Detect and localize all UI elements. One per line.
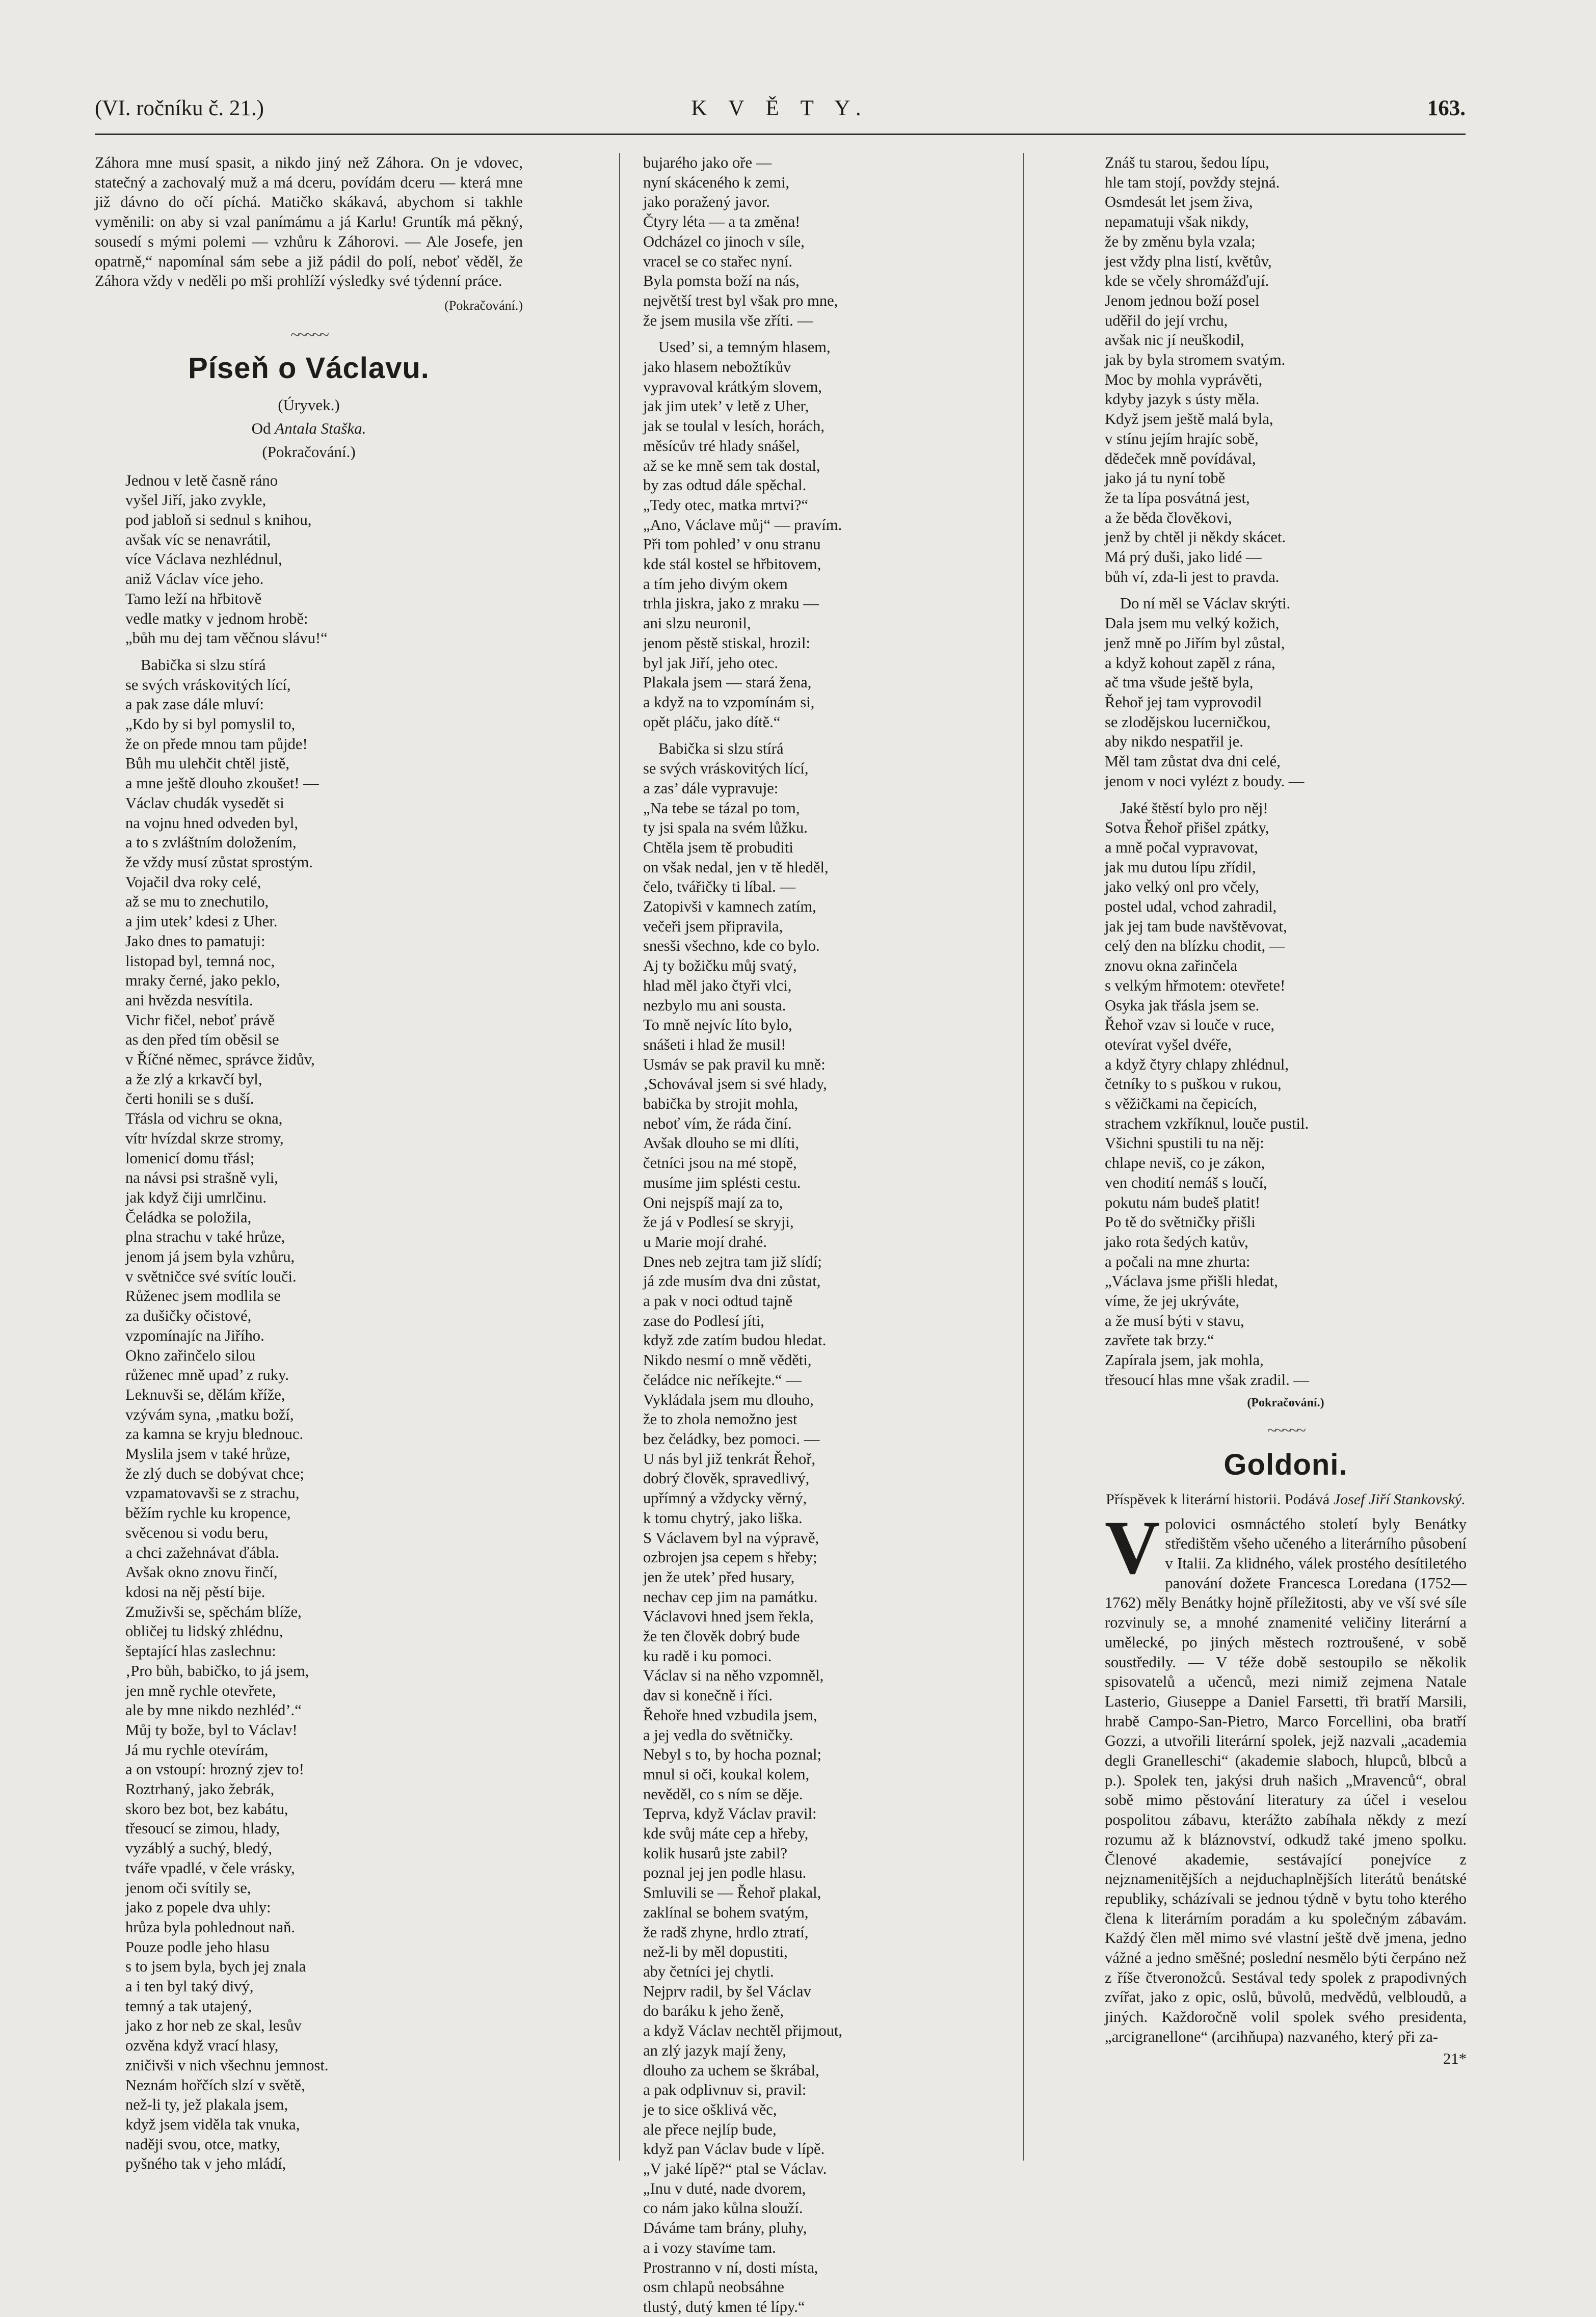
verse-line: nyní skáceného k zemi, (643, 173, 790, 191)
verse-line: ač tma všude ještě byla, (1105, 674, 1254, 691)
verse-line: „bůh mu dej tam věčnou slávu!“ (125, 629, 328, 647)
ornament: ~~~~~ (290, 325, 327, 344)
verse-line: Tamo leží na hřbitově (125, 590, 262, 607)
verse-line: bůh ví, zda-li jest to pravda. (1105, 568, 1280, 585)
stanza (643, 739, 908, 2316)
verse-line: že zlý duch se dobývat chce; (125, 1464, 304, 1482)
verse-line: vzpamatovavši se z strachu, (125, 1484, 300, 1502)
column-3 (1105, 153, 1467, 2150)
author-prefix: Od (251, 419, 271, 437)
verse-line: a pak v noci odtud tajně (643, 1292, 793, 1310)
verse-line: Po tě do světničky přišli (1105, 1213, 1256, 1231)
verse-line: „Inu v duté, nade dvorem, (643, 2179, 806, 2197)
verse-line: nepamatuji však nikdy, (1105, 213, 1249, 231)
poem-verse (1105, 153, 1467, 1390)
verse-line: běžím rychle ku kropence, (125, 1504, 291, 1522)
column-2 (643, 153, 908, 2315)
verse-line: že jsem musila vše zříti. — (643, 311, 813, 329)
verse-line: zničivši v nich všechnu jemnost. (125, 2056, 329, 2074)
verse-line: jest vždy plna listí, květův, (1105, 252, 1272, 270)
author-name: Antala Staška. (275, 419, 366, 437)
verse-line: ani slzu neuronil, (643, 615, 751, 632)
verse-line: až se mu to znechutilo, (125, 893, 269, 911)
paragraph: Záhora mne musí spasit, a nikdo jiný než Záhora. On je vdovec, statečný a zachovalý muž a má dceru, povídám dceru — která mne již dávno do očí píchá. Matičko skákavá, abychom si takhle vyměnili: on aby si vzal panímámu a já Karlu! Gruntík má pěkný, sousedí s mými polemi — vzhůru k Záhorovi. — Ale Josefe, jen opatrně,“ napomínal sám sebe a již pádil do polí, neboť věděl, že Záhora vždy v neděli po mši prohlíží výsledky své týdenní práce. (95, 154, 523, 290)
verse-line: Můj ty bože, byl to Václav! (125, 1721, 298, 1739)
verse-line: Odcházel co jinoch v síle, (643, 232, 805, 250)
verse-line: s to jsem byla, bych jej znala (125, 1958, 306, 1976)
verse-line: Jenom jednou boží posel (1105, 291, 1260, 309)
verse-line: Václav si na něho vzpomněl, (643, 1667, 824, 1685)
verse-line: skoro bez bot, bez kabátu, (125, 1800, 288, 1818)
verse-line: když zde zatím budou hledat. (643, 1331, 827, 1349)
poem-verse (643, 153, 908, 2317)
verse-line: a on vstoupí: hrozný zjev to! (125, 1761, 304, 1778)
verse-line: večeři jsem připravila, (643, 917, 783, 935)
column-rule-1 (619, 153, 620, 2161)
verse-line: Okno zařinčelo silou (125, 1346, 255, 1364)
verse-line: jenom pěstě stiskal, hrozil: (643, 634, 810, 652)
verse-line: Vykládala jsem mu dlouho, (643, 1391, 814, 1408)
drop-cap: V (1105, 1505, 1160, 1590)
verse-line: vracel se co stařec nyní. (643, 252, 793, 270)
article-text: polovici osmnáctého století byly Benátky středištěm všeho učeného a literárního působení v Italii. Za klidného, válek prostého desítiletého panování dožete Francesca Loredana (1752—1762) měly Benátky hojně příležitosti, aby ve vší své síle rozvinuly se, a mnohé znamenité veličiny literární a umělecké, po jiných městech roztroušené, v sobě soustředily. — V téže době sestoupilo se několik spisovatelů a učenců, mezi nimiž zejmena Natale Lasterio, Giuseppe a Daniel Farsetti, tři bratří Marsili, hrabě Campo-San-Pietro, Marco Forcellini, oba bratří Gozzi, a utvořili literární spolek, jejž nazvali „academia degli Granelleschi“ (akademie slaboch, hlupců, blbců a p.). Spolek ten, jakýsi druh našich „Mravenců“, obral sobě mimo pěstování literatury za účel i veselou pospolitou zábavu, kterážto zabíhala někdy z mezí rozumu až k bláznovství, odkudž také jmeno spolku. Členové akademie, sestávající ponejvíce z nejznamenitějších a nejduchaplnějších literátů benátské republiky, scházívali se jednou týdně v bytu toho kterého člena k literárním poradám a ku společným zábavám. Každý člen měl mimo své vlastní ještě dvě jmena, jedno vážné a jedno směšné; poslední nesmělo býti čerpáno než z říše čtveronožců. Sestával tedy spolek z prapodivných zvířat, jako z opic, oslů, bůvolů, medvědů, velbloudů, a jiných. Každoročně volil spolek svého presidenta, „arcigranellone“ (arcihňupa) nazvaného, který při za- (1105, 1515, 1467, 2045)
verse-line: a když čtyry chlapy zhlédnul, (1105, 1055, 1289, 1073)
verse-line: hrůza byla pohlednout naň. (125, 1918, 296, 1936)
verse-line: neboť vím, že ráda činí. (643, 1114, 792, 1132)
verse-line: znovu okna zařinčela (1105, 957, 1237, 975)
verse-line: a i ten byl taký divý, (125, 1978, 254, 1995)
verse-line: jenž mně po Jiřím byl zůstal, (1105, 634, 1285, 652)
verse-line: že by změnu byla vzala; (1105, 232, 1256, 250)
ornament: ~~~~~ (1267, 1421, 1304, 1440)
verse-line: četníky to s puškou v rukou, (1105, 1075, 1282, 1093)
verse-line: plna strachu v také hrůze, (125, 1228, 285, 1246)
verse-line: že ten člověk dobrý bude (643, 1628, 800, 1645)
verse-line: Když jsem ještě malá byla, (1105, 410, 1273, 428)
verse-line: a že běda člověkovi, (1105, 509, 1232, 526)
stanza (1105, 798, 1467, 1390)
verse-line: Avšak dlouho se mi dlíti, (643, 1134, 800, 1152)
verse-line: je to sice ošklivá věc, (643, 2100, 777, 2118)
verse-line: Pouze podle jeho hlasu (125, 1938, 270, 1956)
stanza (643, 153, 908, 330)
verse-line: ani hvězda nesvítila. (125, 991, 253, 1009)
verse-line: ‚Schovával jsem si své hlady, (643, 1075, 827, 1093)
verse-line: až se ke mně sem tak dostal, (643, 457, 820, 474)
verse-line: bujarého jako oře — (643, 154, 772, 171)
verse-line: Used’ si, a temným hlasem, (658, 338, 831, 356)
verse-line: jak mu dutou lípu zřídil, (1105, 858, 1256, 876)
verse-line: U nás byl již tenkrát Řehoř, (643, 1450, 816, 1468)
verse-line: postel udal, vchod zahradil, (1105, 898, 1277, 916)
verse-line: měsícův tré hlady snášel, (643, 437, 800, 455)
verse-line: k tomu chytrý, jako liška. (643, 1509, 803, 1527)
verse-line: a pak odplivnuv si, pravil: (643, 2081, 807, 2099)
verse-line: Nejprv radil, by šel Václav (643, 1982, 811, 2000)
verse-line: hlad měl jako čtyři vlci, (643, 976, 792, 994)
verse-line: jenom v noci vylézt z boudy. — (1105, 772, 1305, 790)
verse-line: a že musí býti v stavu, (1105, 1312, 1244, 1329)
verse-line: snesši všechno, kde co bylo. (643, 937, 820, 955)
verse-line: babička by strojit mohla, (643, 1095, 799, 1113)
page-number: 163. (1427, 96, 1466, 120)
verse-line: bez čeládky, bez pomoci. — (643, 1430, 820, 1448)
verse-line: víme, že jej ukrýváte, (1105, 1292, 1240, 1310)
continuation-note: (Pokračování.) (262, 442, 356, 461)
verse-line: a pak zase dále mluví: (125, 696, 264, 713)
verse-line: Čeládka se položila, (125, 1208, 252, 1226)
verse-line: otevírat vyšel dvéře, (1105, 1035, 1232, 1053)
verse-line: Osyka jak třásla jsem se. (1105, 996, 1260, 1014)
verse-line: Řehoře hned vzbudila jsem, (643, 1706, 817, 1724)
verse-line: růženec mně upad’ z ruky. (125, 1366, 289, 1384)
column-rule-2 (1023, 153, 1024, 2161)
issue-label: (VI. ročníku č. 21.) (95, 96, 264, 120)
verse-line: „Tedy otec, matka mrtvi?“ (643, 496, 809, 514)
verse-line: když pan Václav bude v lípě. (643, 2140, 825, 2158)
verse-line: ozbrojen jsa cepem s hřeby; (643, 1549, 817, 1566)
article-body (1105, 1505, 1467, 2047)
verse-line: čelo, tvářičky ti líbal. — (643, 878, 796, 896)
verse-line: a když na to vzpomínám si, (643, 693, 815, 711)
verse-line: kde stál kostel se hřbitovem, (643, 555, 821, 573)
verse-line: Jako dnes to pamatuji: (125, 932, 265, 950)
verse-line: Aj ty božičku můj svatý, (643, 957, 797, 975)
verse-line: vítr hvízdal skrze stromy, (125, 1129, 284, 1147)
article-title: Goldoni. (1223, 1448, 1348, 1481)
verse-line: jenž by chtěl ji někdy skácet. (1105, 528, 1286, 546)
verse-line: temný a tak utajený, (125, 1997, 252, 2015)
verse-line: obličej tu lidský zhlédnu, (125, 1622, 283, 1640)
verse-line: Dala jsem mu velký kožich, (1105, 615, 1280, 632)
verse-line: celý den na blízku chodit, — (1105, 937, 1285, 955)
verse-line: poznal jej jen podle hlasu. (643, 1864, 807, 1882)
verse-line: že to zhola nemožno jest (643, 1410, 797, 1428)
verse-line: Oni nejspíš mají za to, (643, 1193, 783, 1211)
verse-line: kdyby jazyk s ústy měla. (1105, 390, 1260, 408)
verse-line: se svých vráskovitých lící, (643, 760, 809, 778)
verse-line: Při tom pohled’ v onu stranu (643, 536, 821, 553)
verse-line: Zapírala jsem, jak mohla, (1105, 1351, 1264, 1369)
verse-line: Dnes neb zejtra tam již slídí; (643, 1253, 822, 1270)
verse-line: kde svůj máte cep a hřeby, (643, 1825, 809, 1843)
verse-line: ale by mne nikdo nezhléd’.“ (125, 1701, 302, 1719)
verse-line: Sotva Řehoř přišel zpátky, (1105, 819, 1269, 837)
verse-line: jako z hor neb ze skal, lesův (125, 2017, 302, 2035)
verse-line: se svých vráskovitých lící, (125, 676, 291, 694)
verse-line: Prostranno v ní, dosti místa, (643, 2258, 818, 2276)
verse-line: „Ano, Václave můj“ — pravím. (643, 516, 842, 534)
verse-line: snášeti i hlad že musil! (643, 1035, 786, 1053)
verse-line: s věžičkami na čepicích, (1105, 1095, 1257, 1113)
verse-line: Měl tam zůstat dva dni celé, (1105, 753, 1281, 770)
verse-line: jenom já jsem byla vzhůru, (125, 1248, 295, 1266)
continuation-note: (Pokračování.) (444, 298, 523, 313)
verse-line: a jim utek’ kdesi z Uher. (125, 913, 278, 930)
verse-line: dědeček mně povídával, (1105, 449, 1256, 467)
verse-line: avšak víc se nenavrátil, (125, 530, 271, 548)
verse-line: Babička si slzu stírá (141, 656, 266, 674)
verse-line: Třásla od vichru se okna, (125, 1110, 283, 1128)
verse-line: Osmdesát let jsem živa, (1105, 193, 1253, 211)
verse-line: kolik husarů jste zabil? (643, 1844, 787, 1862)
stanza (1105, 594, 1467, 791)
verse-line: na vojnu hned odveden byl, (125, 814, 299, 832)
verse-line: že ta lípa posvátná jest, (1105, 489, 1250, 507)
verse-line: a zas’ dále vypravuje: (643, 779, 779, 797)
verse-line: že radš zhyne, hrdlo ztratí, (643, 1923, 809, 1941)
verse-line: co nám jako kůlna slouží. (643, 2199, 803, 2217)
verse-line: Roztrhaný, jako žebrák, (125, 1780, 275, 1798)
verse-line: než-li ty, jež plakala jsem, (125, 2096, 288, 2114)
verse-line: Moc by mohla vyprávěti, (1105, 370, 1263, 388)
verse-line: „V jaké lípě?“ ptal se Václav. (643, 2160, 827, 2178)
verse-line: Bůh mu ulehčit chtěl jistě, (125, 755, 290, 773)
poem-subtitle: (Úryvek.) (278, 395, 340, 414)
verse-line: já zde musím dva dni zůstat, (643, 1272, 821, 1290)
verse-line: jenom oči svítily se, (125, 1879, 251, 1897)
verse-line: že já v Podlesí se skryji, (643, 1213, 794, 1231)
verse-line: S Václavem byl na výpravě, (643, 1529, 819, 1547)
article-subtitle (1105, 1490, 1467, 1509)
verse-line: na návsi psi strašně vyli, (125, 1169, 278, 1187)
verse-line: Všichni spustili tu na něj: (1105, 1134, 1264, 1152)
verse-line: upřímný a vždycky věrný, (643, 1489, 807, 1507)
verse-line: než-li by měl dopustiti, (643, 1943, 788, 1961)
verse-line: vypravoval krátkým slovem, (643, 378, 822, 395)
verse-line: tlustý, dutý kmen té lípy.“ (643, 2298, 805, 2315)
verse-line: tváře vpadlé, v čele vrásky, (125, 1859, 295, 1877)
verse-line: četníci jsou na mé stopě, (643, 1154, 797, 1172)
stanza (125, 655, 523, 2174)
column-1 (95, 153, 523, 2173)
verse-line: že vždy musí zůstat sprostým. (125, 853, 313, 871)
verse-line: jako já tu nyní tobě (1105, 469, 1226, 487)
verse-line: opět pláču, jako dítě.“ (643, 713, 781, 731)
verse-line: pod jabloň si sednul s knihou, (125, 511, 312, 529)
verse-line: a i vozy stavíme tam. (643, 2239, 776, 2256)
verse-line: osm chlapů neobsáhne (643, 2278, 784, 2296)
verse-line: by zas odtud dále spěchal. (643, 476, 807, 494)
verse-line: Má prý duši, jako lidé — (1105, 548, 1262, 566)
verse-line: Jaké štěstí bylo pro něj! (1120, 799, 1268, 817)
verse-line: Jednou v letě časně ráno (125, 471, 278, 489)
verse-line: třesoucí hlas mne však zradil. — (1105, 1371, 1310, 1389)
stanza (125, 471, 523, 648)
verse-line: pokutu nám budeš platit! (1105, 1193, 1261, 1211)
verse-line: byl jak Jiří, jeho otec. (643, 654, 779, 672)
verse-line: dav si konečně i říci. (643, 1687, 773, 1705)
verse-line: Usmáv se pak pravil ku mně: (643, 1055, 826, 1073)
verse-line: jak když čiji umrlčinu. (125, 1188, 267, 1206)
article-author: Josef Jiří Stankovský. (1333, 1490, 1466, 1508)
verse-line: ale přece nejlíp bude, (643, 2120, 777, 2138)
verse-line: jak by byla stromem svatým. (1105, 351, 1286, 369)
verse-line: Řehoř vzav si louče v ruce, (1105, 1016, 1275, 1034)
verse-line: Avšak okno znovu řinčí, (125, 1563, 278, 1581)
verse-line: ozvěna když vrací hlasy, (125, 2037, 279, 2055)
verse-line: a chci zažehnávat ďábla. (125, 1543, 279, 1561)
verse-line: Vichr fičel, neboť právě (125, 1011, 275, 1029)
verse-line: aby četníci jej chytli. (643, 1962, 774, 1980)
verse-line: jako hlasem nebožtíkův (643, 358, 791, 376)
subtitle-text: Příspěvek k literární historii. Podává (1106, 1490, 1330, 1508)
verse-line: nevěděl, co s ním se děje. (643, 1785, 803, 1803)
verse-line: svěcenou si vodu beru, (125, 1524, 269, 1541)
verse-line: Dáváme tam brány, pluhy, (643, 2219, 807, 2237)
verse-line: s velkým hřmotem: otevřete! (1105, 976, 1286, 994)
verse-line: Čtyry léta — a ta změna! (643, 213, 801, 231)
verse-line: když jsem viděla tak vnuka, (125, 2115, 300, 2133)
verse-line: největší trest byl však pro mne, (643, 291, 838, 309)
verse-line: a když Václav nechtěl přijmout, (643, 2022, 843, 2040)
verse-line: jak jim utek’ v letě z Uher, (643, 397, 809, 415)
verse-line: Nebyl s to, by hocha poznal; (643, 1746, 822, 1764)
verse-line: hle tam stojí, povždy stejná. (1105, 173, 1280, 191)
verse-line: jako velký onl pro včely, (1105, 878, 1260, 896)
verse-line: avšak nic jí neuškodil, (1105, 331, 1244, 349)
verse-line: do baráku k jeho ženě, (643, 2002, 784, 2020)
verse-line: lomenicí domu třásl; (125, 1149, 255, 1167)
verse-line: jako rota šedých katův, (1105, 1233, 1248, 1250)
verse-line: třesoucí se zimou, hlady, (125, 1820, 280, 1837)
verse-line: ven chodití nemáš s loučí, (1105, 1174, 1267, 1191)
journal-title: K V Ě T Y. (691, 96, 869, 120)
verse-line: šeptající hlas zaslechnu: (125, 1642, 276, 1660)
verse-line: Leknuvši se, dělám kříže, (125, 1386, 285, 1403)
poem-author (95, 417, 523, 440)
verse-line: Znáš tu starou, šedou lípu, (1105, 154, 1269, 171)
verse-line: Já mu rychle otevírám, (125, 1741, 269, 1759)
verse-line: jen mně rychle otevřete, (125, 1682, 276, 1699)
verse-line: jako z popele dva uhly: (125, 1899, 271, 1916)
verse-line: strachem vzkříknul, louče pustil. (1105, 1114, 1309, 1132)
verse-line: Zmuživši se, spěchám blíže, (125, 1603, 302, 1620)
verse-line: a jej vedla do světničky. (643, 1726, 793, 1744)
verse-line: listopad byl, temná noc, (125, 952, 275, 970)
verse-line: on však nedal, jen v tě hleděl, (643, 858, 829, 876)
verse-line: jak jej tam bude navštěvovat, (1105, 917, 1287, 935)
verse-line: v světničce své svítíc louči. (125, 1267, 297, 1285)
verse-line: mraky černé, jako peklo, (125, 972, 280, 990)
verse-line: vyšel Jiří, jako zvykle, (125, 491, 267, 509)
verse-line: vzpomínajíc na Jiřího. (125, 1326, 264, 1344)
verse-line: se zlodějskou lucerničkou, (1105, 713, 1271, 731)
verse-line: vzývám syna, ‚matku boží, (125, 1405, 294, 1423)
header-rule (95, 134, 1466, 135)
verse-line: jako poražený javor. (643, 193, 770, 211)
verse-line: a počali na mne zhurta: (1105, 1253, 1251, 1270)
verse-line: aniž Václav více jeho. (125, 570, 264, 588)
stanza (1105, 153, 1467, 587)
verse-line: za kamna se kryju blednouc. (125, 1425, 304, 1443)
verse-line: Smluvili se — Řehoř plakal, (643, 1884, 821, 1902)
verse-line: a to s zvláštním doložením, (125, 834, 297, 851)
verse-line: Do ní měl se Václav skrýti. (1120, 595, 1291, 612)
verse-line: uděřil do její vrchu, (1105, 311, 1228, 329)
verse-line: zaklínal se bohem svatým, (643, 1903, 809, 1921)
verse-line: a že zlý a krkavčí byl, (125, 1070, 262, 1088)
continuation-note: (Pokračování.) (1247, 1396, 1324, 1409)
verse-line: zavřete tak brzy.“ (1105, 1331, 1214, 1349)
verse-line: „Václava jsme přišli hledat, (1105, 1272, 1278, 1290)
stanza (643, 337, 908, 732)
verse-line: ku radě i ku pomoci. (643, 1647, 772, 1665)
verse-line: kde se včely shromážďují. (1105, 272, 1269, 290)
verse-line: musíme jim splésti cestu. (643, 1174, 801, 1191)
verse-line: aby nikdo nespatřil je. (1105, 733, 1243, 751)
verse-line: vedle matky v jednom hrobě: (125, 609, 308, 627)
verse-line: Zatopivši v kamnech zatím, (643, 898, 816, 916)
verse-line: čeládce nic neříkejte.“ — (643, 1371, 802, 1389)
verse-line: To mně nejvíc líto bylo, (643, 1016, 792, 1034)
verse-line: zase do Podlesí jíti, (643, 1312, 764, 1329)
verse-line: za dušičky očistové, (125, 1307, 252, 1325)
verse-line: „Kdo by si byl pomyslil to, (125, 715, 296, 733)
verse-line: nezbylo mu ani sousta. (643, 996, 786, 1014)
verse-line: Byla pomsta boží na nás, (643, 272, 800, 290)
signature-mark: 21* (1443, 2049, 1467, 2067)
verse-line: Chtěla jsem tě probuditi (643, 838, 793, 856)
verse-line: an zlý jazyk mají ženy, (643, 2041, 786, 2059)
verse-line: že on přede mnou tam půjde! (125, 735, 308, 753)
verse-line: jen že utek’ před husary, (643, 1568, 795, 1586)
verse-line: v Říčné němec, správce židův, (125, 1051, 315, 1069)
verse-line: ty jsi spala na svém lůžku. (643, 819, 808, 837)
verse-line: naději svou, otce, matky, (125, 2135, 280, 2153)
poem-verse (95, 471, 523, 2174)
verse-line: čerti honili se s duší. (125, 1090, 254, 1108)
verse-line: a mne ještě dlouho zkoušet! — (125, 775, 319, 792)
verse-line: vyzáblý a suchý, bledý, (125, 1840, 273, 1857)
verse-line: Neznám hořčích slzí v světě, (125, 2076, 305, 2094)
verse-line: kdosi na něj pěstí bije. (125, 1583, 265, 1601)
verse-line: trhla jiskra, jako z mraku — (643, 595, 819, 612)
verse-line: Václav chudák vysedět si (125, 794, 284, 812)
verse-line: a tím jeho divým okem (643, 575, 788, 593)
verse-line: více Václava nezhlédnul, (125, 550, 282, 568)
verse-line: Vojačil dva roky celé, (125, 873, 261, 891)
verse-line: Řehoř jej tam vyprovodil (1105, 693, 1262, 711)
verse-line: Teprva, když Václav pravil: (643, 1805, 817, 1823)
page-header (95, 96, 1466, 131)
verse-line: Nikdo nesmí o mně věděti, (643, 1351, 812, 1369)
verse-line: jak se toulal v lesích, horách, (643, 417, 824, 435)
verse-line: Růženec jsem modlila se (125, 1287, 281, 1305)
verse-line: Babička si slzu stírá (658, 740, 784, 758)
verse-line: v stínu jejím hrajíc sobě, (1105, 430, 1259, 447)
verse-line: a když kohout zapěl z rána, (1105, 654, 1275, 672)
poem-title: Píseň o Václavu. (188, 351, 430, 385)
verse-line: dobrý člověk, spravedlivý, (643, 1470, 810, 1487)
verse-line: as den před tím oběsil se (125, 1031, 279, 1049)
verse-line: Václavovi hned jsem řekla, (643, 1608, 814, 1626)
verse-line: ‚Pro bůh, babičko, to já jsem, (125, 1662, 309, 1680)
verse-line: Plakala jsem — stará žena, (643, 674, 812, 691)
verse-line: Myslila jsem v také hrůze, (125, 1445, 290, 1463)
verse-line: a mně počal vypravovat, (1105, 838, 1258, 856)
story-ending (95, 153, 523, 291)
verse-line: chlape neviš, co je zákon, (1105, 1154, 1265, 1172)
verse-line: mnul si oči, koukal kolem, (643, 1765, 810, 1783)
verse-line: dlouho za uchem se škrábal, (643, 2061, 819, 2079)
verse-line: „Na tebe se tázal po tom, (643, 799, 800, 817)
verse-line: pyšného tak v jeho mládí, (125, 2155, 286, 2173)
verse-line: u Marie mojí drahé. (643, 1233, 767, 1250)
verse-line: nechav cep jim na památku. (643, 1588, 818, 1606)
